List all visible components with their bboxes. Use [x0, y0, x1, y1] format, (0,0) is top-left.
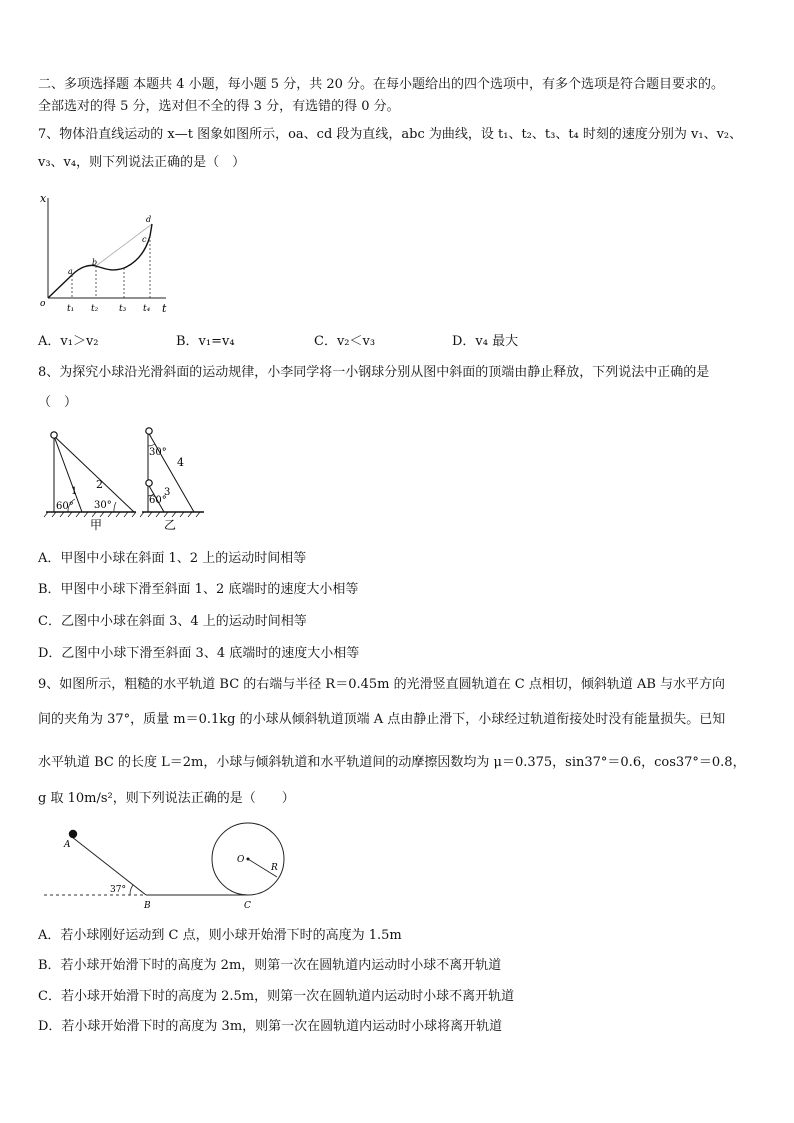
- q9-option-b[interactable]: B．若小球开始滑下时的高度为 2m，则第一次在圆轨道内运动时小球不离开轨道: [38, 958, 502, 973]
- q7-option-c[interactable]: C．v₂＜v₃: [314, 334, 376, 349]
- q7-x-axis-label: t: [162, 302, 167, 315]
- q8-jia-angle-30: 30°: [94, 500, 112, 511]
- q7-stem-line-2: v₃、v₄，则下列说法正确的是（ ）: [38, 155, 246, 170]
- q8-option-b[interactable]: B．甲图中小球下滑至斜面 1、2 底端时的速度大小相等: [38, 582, 359, 597]
- q7-tick-t3: t₃: [119, 304, 127, 314]
- q9-center-o: O: [237, 855, 245, 865]
- q9-option-d[interactable]: D．若小球开始滑下时的高度为 3m，则第一次在圆轨道内运动时小球将离开轨道: [38, 1019, 503, 1034]
- q7-origin-label: o: [40, 299, 46, 309]
- q8-option-c[interactable]: C．乙图中小球在斜面 3、4 上的运动时间相等: [38, 614, 307, 629]
- q9-radius-r: R: [271, 863, 278, 873]
- q7-tick-t1: t₁: [67, 304, 75, 314]
- q9-stem-line-1: 9、如图所示，粗糙的水平轨道 BC 的右端与半径 R＝0.45m 的光滑竖直圆轨道在 C 点相切，倾斜轨道 AB 与水平方向: [38, 677, 726, 692]
- q7-y-axis-label: x: [40, 192, 47, 205]
- q9-option-a[interactable]: A．若小球刚好运动到 C 点，则小球开始滑下时的高度为 1.5m: [38, 928, 402, 943]
- q8-stem-line-2: （ ）: [38, 395, 78, 410]
- q8-figure-jia: [44, 432, 136, 532]
- q7-stem-line-1: 7、物体沿直线运动的 x—t 图象如图所示，oa、cd 段为直线，abc 为曲线，设 t₁、t₂、t₃、t₄ 时刻的速度分别为 v₁、v₂、: [38, 127, 743, 142]
- q7-tick-t2: t₂: [91, 304, 99, 314]
- q8-jia-caption: 甲: [90, 518, 103, 532]
- q8-incline-figures: [38, 422, 218, 532]
- q9-stem-line-4: g 取 10m/s²，则下列说法正确的是（ ）: [38, 791, 295, 806]
- q7-option-a[interactable]: A．v₁＞v₂: [38, 334, 99, 349]
- q8-jia-label-2: 2: [96, 478, 103, 491]
- q8-figure-yi: [140, 428, 204, 532]
- q7-tick-t4: t₄: [143, 304, 151, 314]
- q9-point-b: B: [144, 901, 151, 911]
- q7-point-a: a: [68, 267, 73, 276]
- q8-yi-label-4: 4: [177, 456, 184, 469]
- q9-stem-line-3: 水平轨道 BC 的长度 L＝2m，小球与倾斜轨道和水平轨道间的动摩擦因数均为 μ＝0.375，sin37°＝0.6，cos37°＝0.8，: [38, 755, 746, 770]
- q9-point-a: A: [64, 840, 71, 850]
- q9-option-c[interactable]: C．若小球开始滑下时的高度为 2.5m，则第一次在圆轨道内运动时小球不离开轨道: [38, 989, 515, 1004]
- q8-yi-label-3: 3: [164, 487, 171, 498]
- q8-jia-angle-60: 60°: [56, 501, 74, 512]
- section-instruction-line-1: 二、多项选择题 本题共 4 小题，每小题 5 分，共 20 分。在每小题给出的四个选项中，有多个选项是符合题目要求的。: [38, 77, 725, 92]
- q7-point-d: d: [146, 215, 152, 224]
- q8-yi-caption: 乙: [164, 518, 177, 532]
- q7-option-d[interactable]: D．v₄ 最大: [452, 334, 519, 349]
- q9-track-figure: [38, 822, 298, 918]
- q9-angle-37: 37°: [110, 885, 126, 895]
- q9-point-c: C: [244, 901, 251, 911]
- q7-point-c: c: [142, 235, 147, 244]
- q8-stem-line-1: 8、为探究小球沿光滑斜面的运动规律，小李同学将一小钢球分别从图中斜面的顶端由静止释放，下列说法中正确的是: [38, 365, 710, 380]
- q8-option-a[interactable]: A．甲图中小球在斜面 1、2 上的运动时间相等: [38, 551, 307, 566]
- q9-stem-line-2: 间的夹角为 37°，质量 m＝0.1kg 的小球从倾斜轨道顶端 A 点由静止滑下，小球经过轨道衔接处时没有能量损失。已知: [38, 712, 726, 727]
- q8-option-d[interactable]: D．乙图中小球下滑至斜面 3、4 底端时的速度大小相等: [38, 646, 360, 661]
- q7-xt-graph: [34, 188, 184, 318]
- q8-yi-angle-60: 60°: [149, 495, 167, 506]
- section-instruction-line-2: 全部选对的得 5 分，选对但不全的得 3 分，有选错的得 0 分。: [38, 99, 400, 114]
- q8-jia-label-1: 1: [71, 486, 78, 497]
- q7-option-b[interactable]: B．v₁=v₄: [176, 334, 235, 349]
- q7-point-b: b: [92, 258, 98, 267]
- q8-yi-angle-30: 30°: [149, 447, 167, 458]
